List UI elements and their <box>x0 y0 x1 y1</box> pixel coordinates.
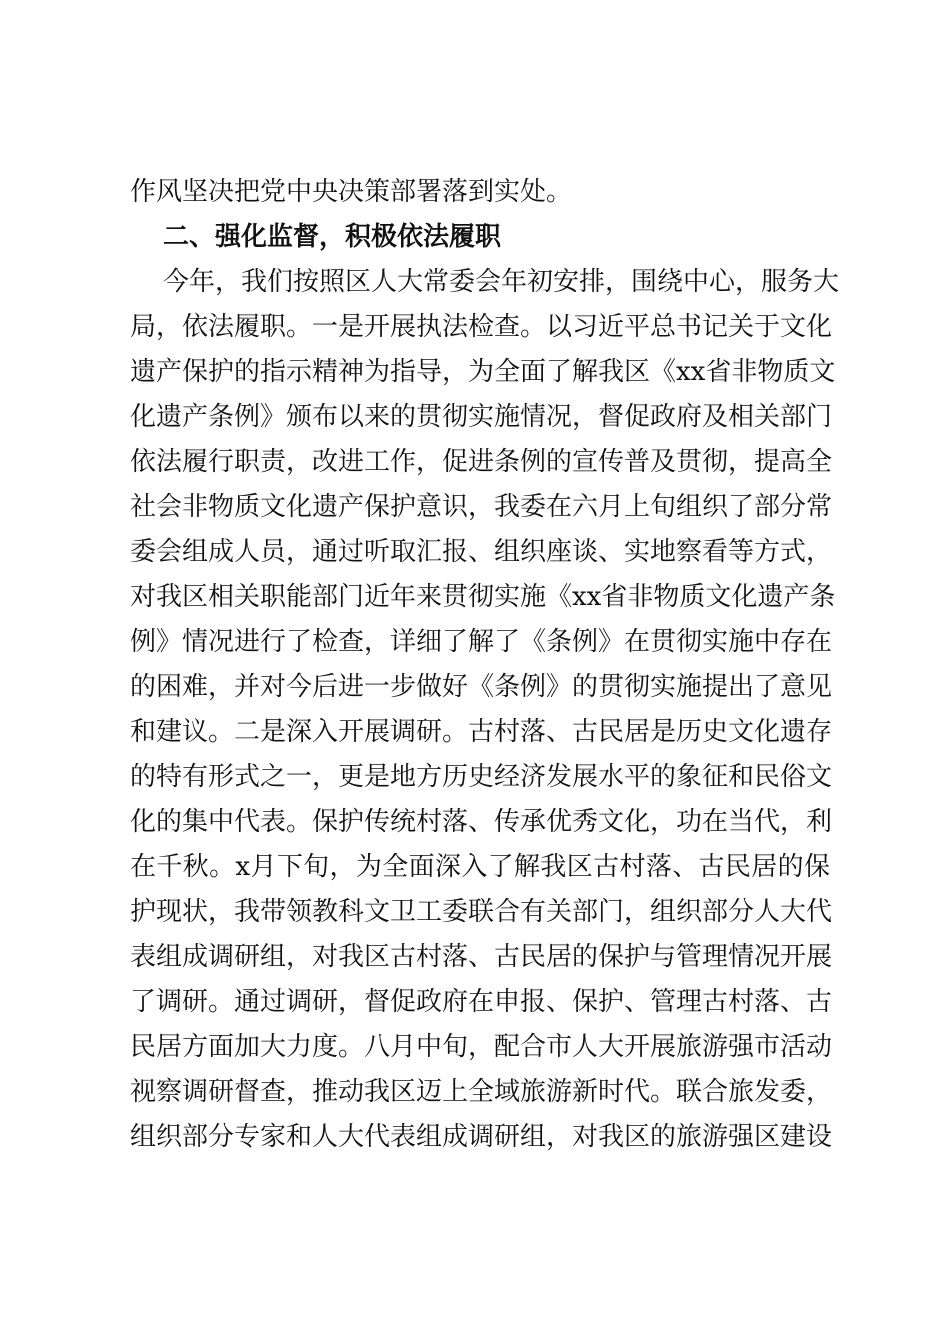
paragraph-line: 的特有形式之一，更是地方历史经济发展水平的象征和民俗文 <box>130 762 833 792</box>
paragraph-line: 依法履行职责，改进工作，促进条例的宣传普及贯彻，提高全 <box>130 447 833 477</box>
paragraph-line: 遗产保护的指示精神为指导，为全面了解我区《xx省非物质文 <box>130 357 836 387</box>
paragraph-line: 了调研。通过调研，督促政府在申报、保护、管理古村落、古 <box>130 987 833 1017</box>
carryover-line: 作风坚决把党中央决策部署落到实处。 <box>130 177 573 207</box>
paragraph-line: 组织部分专家和人大代表组成调研组，对我区的旅游强区建设 <box>130 1122 833 1152</box>
paragraph-line: 在千秋。x月下旬，为全面深入了解我区古村落、古民居的保 <box>130 852 830 882</box>
paragraph-line: 和建议。二是深入开展调研。古村落、古民居是历史文化遗存 <box>130 717 833 747</box>
paragraph-line: 局，依法履职。一是开展执法检查。以习近平总书记关于文化 <box>130 312 833 342</box>
paragraph-line: 对我区相关职能部门近年来贯彻实施《xx省非物质文化遗产条 <box>130 582 836 612</box>
paragraph-line: 的困难，并对今后进一步做好《条例》的贯彻实施提出了意见 <box>130 672 833 702</box>
paragraph-line: 社会非物质文化遗产保护意识，我委在六月上旬组织了部分常 <box>130 492 833 522</box>
paragraph-line: 表组成调研组，对我区古村落、古民居的保护与管理情况开展 <box>130 942 833 972</box>
paragraph-line: 化遗产条例》颁布以来的贯彻实施情况，督促政府及相关部门 <box>130 402 833 432</box>
section-heading: 二、强化监督，积极依法履职 <box>163 222 502 252</box>
paragraph-line: 护现状，我带领教科文卫工委联合有关部门，组织部分人大代 <box>130 897 833 927</box>
paragraph-line: 化的集中代表。保护传统村落、传承优秀文化，功在当代，利 <box>130 807 833 837</box>
paragraph-line: 例》情况进行了检查，详细了解了《条例》在贯彻实施中存在 <box>130 627 833 657</box>
paragraph-line: 视察调研督查，推动我区迈上全域旅游新时代。联合旅发委， <box>130 1077 833 1107</box>
paragraph-line: 今年，我们按照区人大常委会年初安排，围绕中心，服务大 <box>163 267 840 297</box>
paragraph-line: 民居方面加大力度。八月中旬，配合市人大开展旅游强市活动 <box>130 1032 833 1062</box>
paragraph-line: 委会组成人员，通过听取汇报、组织座谈、实地察看等方式， <box>130 537 833 567</box>
